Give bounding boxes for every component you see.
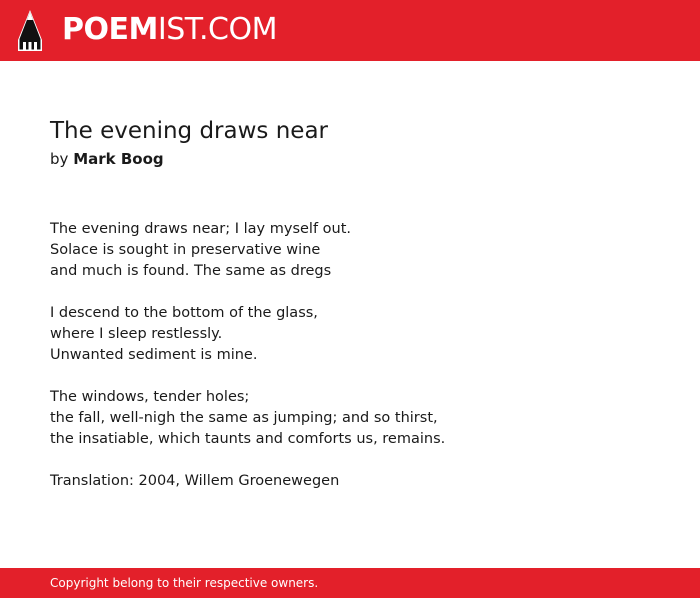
site-logo[interactable] bbox=[62, 13, 277, 47]
poem-line: the fall, well-nigh the same as jumping; and so thirst, bbox=[50, 410, 438, 426]
poem-line: Solace is sought in preservative wine bbox=[50, 242, 321, 258]
poem-body bbox=[50, 219, 670, 492]
poem-line: and much is found. The same as dregs bbox=[50, 263, 332, 279]
poem-author[interactable]: Mark Boog bbox=[73, 150, 164, 168]
poem-line: The evening draws near; I lay myself out. bbox=[50, 221, 352, 237]
poem-stanza bbox=[50, 219, 670, 282]
logo-text-bold: POEM bbox=[62, 12, 158, 47]
poem-byline bbox=[50, 149, 164, 169]
byline-prefix: by bbox=[50, 150, 69, 168]
copyright-notice: Copyright belong to their respective owners. bbox=[50, 576, 319, 590]
poem-stanza bbox=[50, 387, 670, 450]
translation-credit: Translation: 2004, Willem Groenewegen bbox=[50, 473, 340, 489]
pencil-icon[interactable] bbox=[17, 10, 43, 52]
site-header bbox=[0, 0, 700, 61]
poem-line: I descend to the bottom of the glass, bbox=[50, 305, 318, 321]
poem-line: Unwanted sediment is mine. bbox=[50, 347, 258, 363]
poem-line: the insatiable, which taunts and comforts us, remains. bbox=[50, 431, 446, 447]
poem-line: The windows, tender holes; bbox=[50, 389, 250, 405]
poem-line: where I sleep restlessly. bbox=[50, 326, 223, 342]
logo-text-light: IST.COM bbox=[157, 12, 277, 47]
site-footer bbox=[0, 568, 700, 598]
poem-stanza bbox=[50, 303, 670, 366]
poem-title: The evening draws near bbox=[50, 118, 328, 144]
